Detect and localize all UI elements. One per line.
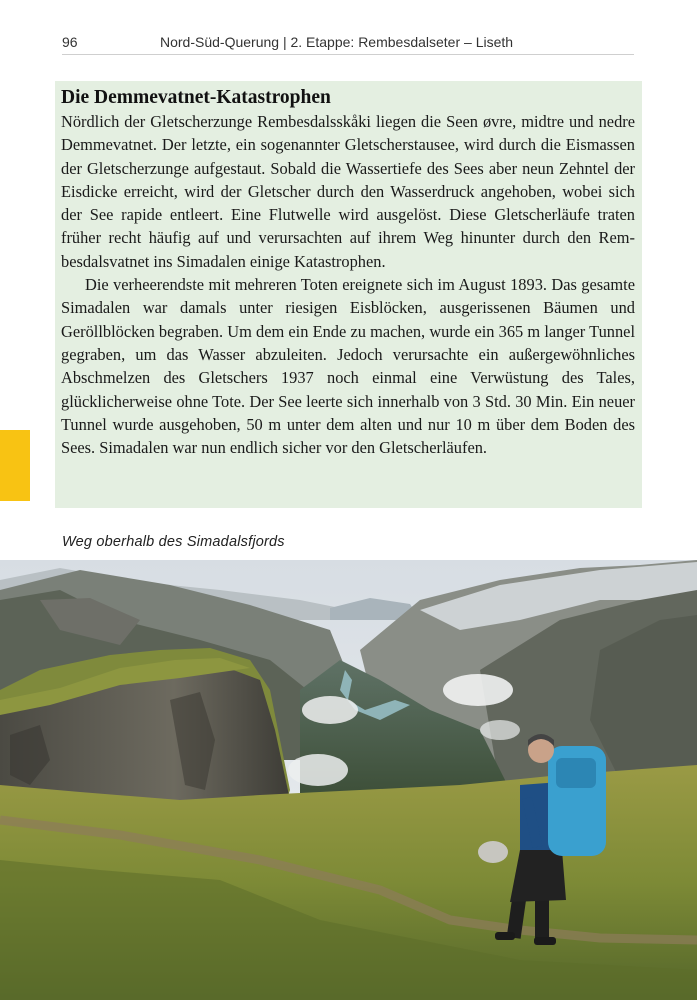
info-box xyxy=(55,81,642,508)
info-box-title: Die Demmevatnet-Katastrophen xyxy=(61,87,331,108)
running-header xyxy=(62,34,634,55)
chapter-tab-marker xyxy=(0,430,30,501)
info-paragraph-1: Nördlich der Gletscherzunge Rembesdalsskåki liegen die Seen øvre, midtre und nedre Demmevatnet. Der letzte, ein sogenannter Gletscherstausee, wird durch die Eismassen der Gletscherzunge aufgestaut. Sobald die Wassertiefe des Sees aber neun Zehntel der Eisdicke erreicht, wird der Gletscher durch den Wasserdruck angehoben, wobei sich der See rapide entleert. Eine Flutwelle wird ausgelöst. Diese Gletscherläufe traten früher recht häufig auf und verursachten auf ihrem Weg hinunter durch den Rembesdalsvatnet ins Simadalen einige Katastrophen. xyxy=(61,112,635,271)
page-number: 96 xyxy=(62,34,78,50)
photo-caption: Weg oberhalb des Simadalsfjords xyxy=(62,534,285,550)
info-paragraph-2: Die verheerendste mit mehreren Toten ereignete sich im August 1893. Das gesamte Simadalen war damals unter riesigen Eisblöcken, ausgerissenen Bäumen und Geröllblöcken begraben. Um dem ein Ende zu machen, wurde ein 365 m langer Tunnel gegraben, um das Wasser abzuleiten. Jedoch verursachte ein außergewöhnliches Abschmelzen des Gletschers 1937 noch einmal eine Verwüstung des Tales, glücklicherweise ohne Tote. Der See leerte sich innerhalb von 3 Std. 30 Min. Ein neuer Tunnel wurde ausgehoben, 50 m unter dem alten und nur 10 m über dem Boden des Sees. Simadalen war nun endlich sicher vor den Gletscherläufen. xyxy=(61,275,635,458)
landscape-photo xyxy=(0,560,697,1000)
running-title: Nord-Süd-Querung | 2. Etappe: Rembesdalseter – Liseth xyxy=(160,34,514,50)
